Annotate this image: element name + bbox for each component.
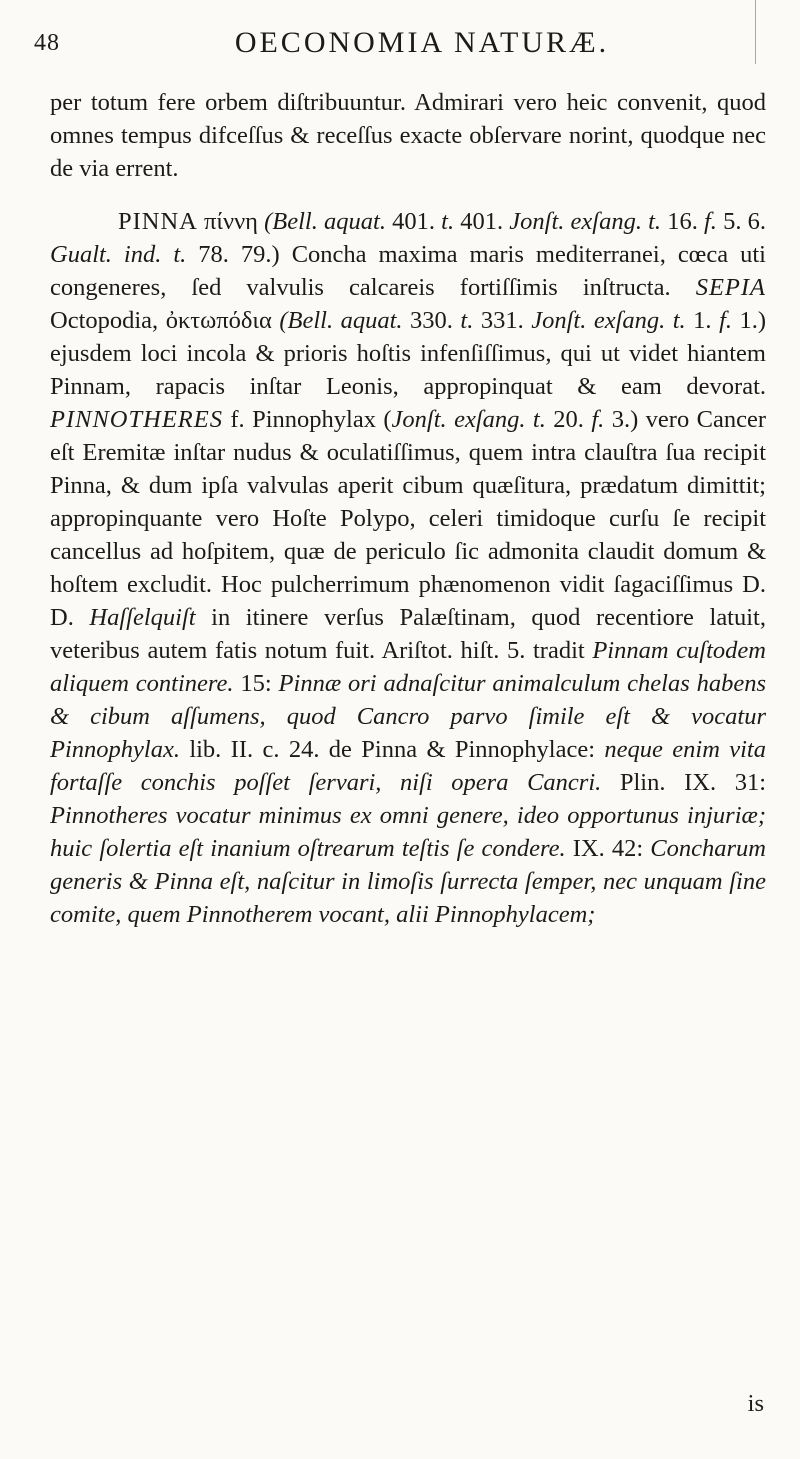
text-run: 16.	[661, 208, 704, 235]
quotation: Pinnam cuſtodem aliquem continere.	[50, 637, 766, 697]
person-name: Haſſelquiſt	[89, 604, 196, 631]
citation: (Bell. aquat.	[264, 208, 386, 235]
text-run: 15:	[233, 670, 279, 697]
text-run: 20.	[545, 406, 592, 433]
text-run: 78. 79.) Concha maxima maris mediterranei, cœca uti congeneres, ſed valvulis calcareis fortiſſimis inſtructa.	[50, 241, 766, 301]
page-header	[34, 0, 770, 70]
text-run: in itinere verſus Palæſtinam, quod recentiore latuit, veteribus autem fatis notum fuit. Ariſtot. hiſt. 5. tradit	[50, 604, 766, 664]
citation: t.	[441, 208, 455, 235]
citation: Jonſt. exſang. t.	[531, 307, 686, 334]
text-run: 1.	[685, 307, 720, 334]
quotation: Concharum generis & Pinna eſt, naſcitur in limoſis ſurrecta ſemper, nec unquam ſine comite, quem Pinnotherem vocant, alii Pinnophylacem;	[50, 835, 766, 928]
quotation: Pinnotheres vocatur minimus ex omni genere, ideo opportunus injuriæ; huic ſolertia eſt inanium oſtrearum teſtis ſe condere.	[50, 802, 766, 862]
citation: f.	[719, 307, 732, 334]
quotation: Pinnæ ori adnaſcitur animalculum chelas habens & cibum aſſumens, quod Cancro parvo ſimile eſt & vocatur Pinnophylax.	[50, 670, 767, 763]
greek-octopodia: ὀκτωπόδια	[165, 307, 272, 334]
text-run: IX. 42:	[565, 835, 651, 862]
text-run: 401.	[454, 208, 510, 235]
heading-sepia: SEPIA	[695, 274, 766, 301]
text-run: lib. II. c. 24. de Pinna & Pinnophylace:	[179, 736, 605, 763]
citation: Jonſt. exſang. t.	[391, 406, 546, 433]
text-run: Octopodia,	[50, 307, 166, 334]
citation: (Bell. aquat.	[271, 307, 403, 334]
heading-pinna: PINNA	[118, 208, 198, 235]
main-text	[50, 86, 766, 931]
citation: Jonſt. exſang. t.	[509, 208, 662, 235]
text-run: Plin. IX. 31:	[601, 769, 766, 796]
quotation: neque enim vita fortaſſe conchis poſſet ſervari, niſi opera Cancri.	[50, 736, 766, 796]
citation: Gualt. ind. t.	[50, 241, 187, 268]
text-run: 401.	[385, 208, 442, 235]
paragraph-pinna	[50, 205, 766, 931]
greek-pinna: πίννη	[197, 208, 265, 235]
text-run: 5. 6.	[716, 208, 766, 235]
text-run: 1.) ejusdem loci incola & prioris hoſtis infenſiſſimus, qui ut videt hiantem Pinnam, rapacis inſtar Leonis, appropinquat & eam devorat.	[50, 307, 767, 400]
text-run: 331.	[473, 307, 532, 334]
heading-pinnotheres: PINNOTHERES	[50, 406, 223, 433]
catchword: is	[747, 1390, 764, 1417]
running-title: OECONOMIA NATURÆ.	[234, 26, 610, 59]
text-run: f. Pinnophylax (	[222, 406, 392, 433]
text-run: 330.	[402, 307, 461, 334]
citation: t.	[460, 307, 474, 334]
citation: f.	[704, 208, 717, 235]
page-edge-line	[755, 0, 756, 64]
text-run: 3.) vero Cancer eſt Eremitæ inſtar nudus & oculatiſſimus, quem intra clauſtra ſua recipit Pinna, & dum ipſa valvulas aperit cibum quæſitura, prædatum dimittit; appropinquante vero Hoſte Polypo, celeri timidoque curſu ſe recipit cancellus ad hoſpitem, quæ de periculo ſic admonita claudit domum & hoſtem excludit. Hoc pulcherrimum phænomenon vidit ſagaciſſimus D. D.	[50, 406, 766, 631]
page-number: 48	[34, 30, 60, 56]
citation: f.	[591, 406, 605, 433]
paragraph-intro: per totum fere orbem diſtribuuntur. Admirari vero heic convenit, quod omnes tempus difceſſus & receſſus exacte obſervare norint, quodque nec de via errent.	[50, 89, 766, 182]
